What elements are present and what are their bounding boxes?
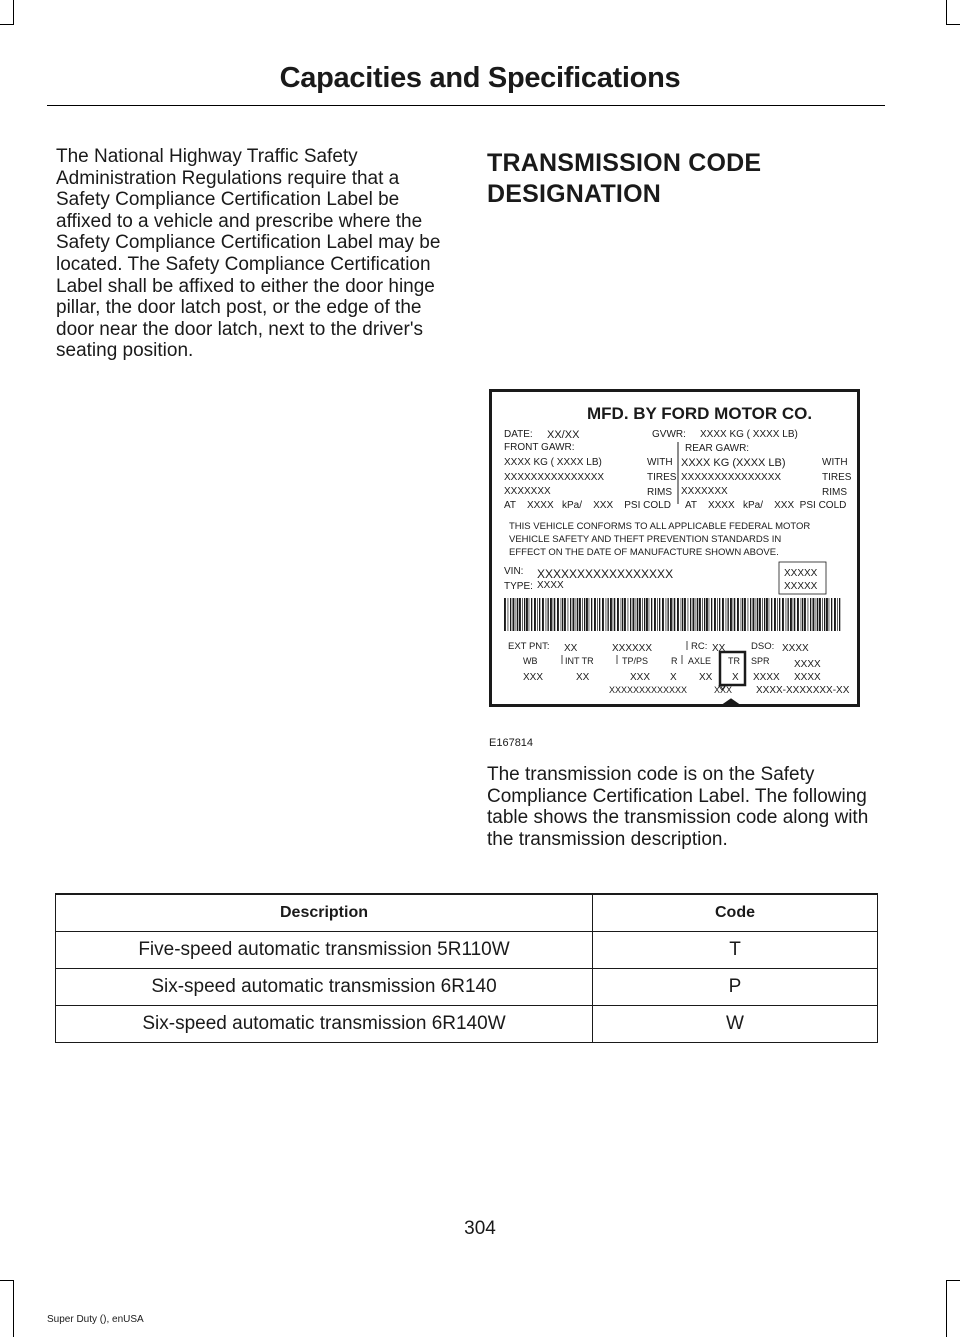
label-front-tire: XXXXXXXXXXXXXXX (504, 472, 605, 483)
barcode-bar (624, 598, 626, 631)
barcode-bar (644, 598, 645, 631)
barcode-bar (717, 598, 718, 631)
barcode-bar (659, 598, 660, 631)
barcode-bar (730, 598, 732, 631)
label-front-gawr: FRONT GAWR: (504, 442, 575, 453)
barcode-bar (562, 598, 563, 631)
label-int-tr: INT TR (565, 656, 594, 666)
label-front-rim: XXXXXXX (504, 486, 551, 497)
barcode-bar (622, 598, 623, 631)
row-description: Five-speed automatic transmission 5R110W (56, 931, 593, 968)
barcode-bar (529, 598, 530, 631)
label-vin-value: XXXXXXXXXXXXXXXXX (537, 567, 674, 581)
barcode-bar (696, 598, 697, 631)
barcode-bar (837, 598, 838, 631)
label-gvwr: GVWR: (652, 429, 686, 440)
barcode-bar (706, 598, 708, 631)
label-dso: DSO: (751, 641, 775, 652)
label-ext-pnt: EXT PNT: (508, 641, 550, 652)
barcode-bar (570, 598, 571, 631)
label-conform-1: THIS VEHICLE CONFORMS TO ALL APPLICABLE FEDERAL MOTOR (509, 521, 811, 532)
barcode-bar (753, 598, 755, 631)
barcode-bar (628, 598, 629, 631)
barcode-bar (764, 598, 765, 631)
barcode-bar (788, 598, 789, 631)
label-bottom-left: XXXXXXXXXXXXX (609, 685, 688, 695)
label-rear-kg: XXXX KG (XXXX LB) (681, 457, 786, 469)
crop-mark (946, 24, 960, 25)
barcode-bar (817, 598, 818, 631)
crop-mark (946, 1280, 960, 1281)
barcode-bar (829, 598, 830, 631)
barcode-bar (757, 598, 758, 631)
label-front-at: AT XXXX kPa/ XXX PSI COLD (504, 500, 671, 511)
barcode-bar (534, 598, 536, 631)
barcode-bar (734, 598, 735, 631)
barcode-bar (579, 598, 581, 631)
barcode-bar (613, 598, 614, 631)
barcode-bar (531, 598, 532, 631)
barcode-bar (522, 598, 523, 631)
barcode-bar (542, 598, 544, 631)
barcode-bar (654, 598, 656, 631)
label-rear-rim: XXXXXXX (681, 486, 728, 497)
label-title: MFD. BY FORD MOTOR CO. (587, 404, 813, 423)
barcode-bar (804, 598, 806, 631)
barcode-bar (557, 598, 559, 631)
barcode-bar (573, 598, 575, 631)
label-box-line1: XXXXX (784, 568, 818, 579)
barcode-bar (742, 598, 743, 631)
header-code: Code (593, 894, 878, 931)
page-title: Capacities and Specifications (279, 62, 681, 94)
barcode-bar (546, 598, 547, 631)
label-rear-at: AT XXXX kPa/ XXX PSI COLD (685, 500, 847, 511)
section-heading-line1: TRANSMISSION CODE (487, 149, 762, 177)
barcode-bar (688, 598, 689, 631)
crop-mark (946, 0, 947, 24)
label-r: R (671, 656, 678, 666)
label-tr-value: X (732, 672, 739, 683)
barcode-bar (608, 598, 609, 631)
barcode-bar (606, 598, 607, 631)
barcode-bar (810, 598, 811, 631)
crop-mark (0, 24, 14, 25)
barcode-bar (779, 598, 780, 631)
barcode-bar (711, 598, 712, 631)
barcode-bar (699, 598, 701, 631)
barcode-bar (831, 598, 832, 631)
barcode-bar (681, 598, 682, 631)
figure-id: E167814 (489, 737, 534, 749)
row-description: Six-speed automatic transmission 6R140 (56, 968, 593, 1005)
barcode-bar (824, 598, 825, 631)
barcode-bar (510, 598, 511, 631)
label-r-value: X (670, 672, 677, 683)
arrow-up-icon (711, 697, 751, 707)
barcode-bar (597, 598, 598, 631)
crop-mark (13, 0, 14, 24)
label-front-kg: XXXX KG ( XXXX LB) (504, 457, 602, 468)
section-heading (487, 148, 887, 210)
label-int-tr-value: XX (576, 672, 590, 683)
barcode-bar (642, 598, 643, 631)
row-code: T (593, 931, 878, 968)
barcode-bar (677, 598, 679, 631)
label-dso-value: XXXX (782, 643, 809, 654)
barcode-bar (801, 598, 802, 631)
barcode-bar (744, 598, 746, 631)
barcode-bar (714, 598, 716, 631)
barcode-bar (636, 598, 637, 631)
label-ext-pnt-value1: XX (564, 643, 578, 654)
barcode-bar (614, 598, 615, 631)
barcode-bar (516, 598, 517, 631)
barcode-bar (646, 598, 648, 631)
barcode-bar (719, 598, 720, 631)
barcode-bar (839, 598, 840, 631)
barcode-bar (610, 598, 612, 631)
label-wb-value: XXX (523, 672, 544, 683)
label-spr-right-value: XXXX (794, 672, 821, 683)
barcode-bar (819, 598, 821, 631)
label-rc: RC: (691, 641, 708, 652)
header-divider (47, 105, 885, 106)
barcode-bar (670, 598, 672, 631)
label-rc-value: XX (712, 643, 726, 654)
barcode-bar (790, 598, 792, 631)
barcode-bar (762, 598, 763, 631)
label-rear-tire: XXXXXXXXXXXXXXX (681, 472, 782, 483)
barcode-bar (726, 598, 727, 631)
barcode (504, 598, 840, 631)
barcode-bar (602, 598, 604, 631)
label-with-front: WITH (647, 457, 673, 468)
barcode-bar (741, 598, 742, 631)
barcode-bar (782, 598, 784, 631)
table-row (56, 968, 878, 1005)
label-spr-value: XXXX (753, 672, 780, 683)
barcode-bar (639, 598, 641, 631)
barcode-bar (508, 598, 509, 631)
barcode-bar (576, 598, 577, 631)
barcode-bar (702, 598, 703, 631)
label-date: DATE: (504, 429, 533, 440)
label-tires-front: TIRES (647, 472, 677, 483)
barcode-bar (690, 598, 691, 631)
section-heading-line2: DESIGNATION (487, 180, 661, 208)
barcode-bar (633, 598, 635, 631)
barcode-bar (539, 598, 540, 631)
barcode-bar (550, 598, 552, 631)
label-axle: AXLE (688, 656, 712, 666)
label-bottom-right: XXXX-XXXXXXX-XX (756, 685, 850, 696)
barcode-bar (517, 598, 518, 631)
table-header-row (56, 894, 878, 931)
barcode-bar (709, 598, 710, 631)
barcode-bar (568, 598, 569, 631)
barcode-bar (766, 598, 768, 631)
label-conform-2: VEHICLE SAFETY AND THEFT PREVENTION STANDARDS IN (509, 534, 782, 545)
barcode-bar (651, 598, 652, 631)
label-type-value: XXXX (537, 580, 564, 591)
barcode-bar (564, 598, 566, 631)
crop-mark (13, 1280, 14, 1337)
barcode-bar (662, 598, 664, 631)
label-wb: WB (523, 656, 538, 666)
label-tires-rear: TIRES (822, 472, 852, 483)
barcode-bar (794, 598, 795, 631)
barcode-bar (834, 598, 836, 631)
barcode-bar (561, 598, 562, 631)
label-tp-ps: TP/PS (622, 656, 649, 666)
barcode-bar (774, 598, 776, 631)
table-row (56, 931, 878, 968)
barcode-bar (649, 598, 650, 631)
barcode-bar (793, 598, 794, 631)
crop-mark (0, 1280, 14, 1281)
row-code: W (593, 1005, 878, 1042)
table-row (56, 1005, 878, 1042)
barcode-bar (797, 598, 799, 631)
barcode-bar (621, 598, 622, 631)
barcode-bar (771, 598, 772, 631)
row-description: Six-speed automatic transmission 6R140W (56, 1005, 593, 1042)
barcode-bar (682, 598, 683, 631)
barcode-bar (759, 598, 761, 631)
barcode-bar (802, 598, 803, 631)
label-tr: TR (728, 656, 740, 666)
barcode-bar (594, 598, 596, 631)
barcode-bar (526, 598, 528, 631)
barcode-bar (728, 598, 729, 631)
barcode-bar (769, 598, 770, 631)
description-paragraph: The transmission code is on the Safety Compliance Certification Label. The following table shows the transmission code along with the transmission description. (487, 764, 869, 850)
label-ext-pnt-value2: XXXXXX (612, 643, 653, 654)
barcode-bar (668, 598, 669, 631)
barcode-bar (733, 598, 734, 631)
footer-text: Super Duty (), enUSA (47, 1314, 144, 1325)
row-code: P (593, 968, 878, 1005)
certification-label-figure (489, 389, 860, 707)
barcode-bar (722, 598, 724, 631)
barcode-bar (537, 598, 538, 631)
barcode-bar (737, 598, 739, 631)
barcode-bar (524, 598, 525, 631)
crop-mark (946, 1280, 947, 1337)
barcode-bar (684, 598, 686, 631)
barcode-bar (693, 598, 695, 631)
barcode-bar (513, 598, 515, 631)
barcode-bar (786, 598, 787, 631)
label-spr-right: XXXX (794, 659, 821, 670)
barcode-bar (589, 598, 590, 631)
barcode-bar (599, 598, 600, 631)
barcode-bar (750, 598, 751, 631)
barcode-bar (554, 598, 555, 631)
label-spr: SPR (751, 656, 770, 666)
header-description: Description (56, 894, 593, 931)
barcode-bar (586, 598, 588, 631)
barcode-bar (808, 598, 809, 631)
label-rims-front: RIMS (647, 487, 672, 498)
transmission-code-table (55, 893, 878, 1043)
barcode-bar (657, 598, 658, 631)
label-with-rear: WITH (822, 457, 848, 468)
barcode-bar (673, 598, 674, 631)
barcode-bar (756, 598, 757, 631)
label-rear-gawr: REAR GAWR: (685, 443, 750, 454)
barcode-bar (816, 598, 817, 631)
barcode-bar (777, 598, 778, 631)
barcode-bar (748, 598, 749, 631)
label-vin: VIN: (504, 566, 524, 577)
label-box-line2: XXXXX (784, 581, 818, 592)
barcode-bar (674, 598, 675, 631)
page-number: 304 (464, 1218, 496, 1239)
barcode-bar (813, 598, 815, 631)
barcode-bar (548, 598, 549, 631)
barcode-bar (617, 598, 619, 631)
barcode-bar (577, 598, 578, 631)
barcode-bar (666, 598, 667, 631)
barcode-bar (630, 598, 631, 631)
barcode-bar (637, 598, 638, 631)
barcode-bar (582, 598, 583, 631)
label-date-value: XX/XX (547, 429, 580, 441)
barcode-bar (584, 598, 585, 631)
barcode-bar (697, 598, 698, 631)
barcode-bar (704, 598, 705, 631)
label-conform-3: EFFECT ON THE DATE OF MANUFACTURE SHOWN ABOVE. (509, 547, 779, 558)
barcode-bar (822, 598, 823, 631)
barcode-bar (553, 598, 554, 631)
barcode-bar (826, 598, 828, 631)
barcode-bar (591, 598, 592, 631)
barcode-bar (504, 598, 506, 631)
intro-paragraph: The National Highway Traffic Safety Administration Regulations require that a Safety Compliance Certification Label be affixed to a vehicle and prescribe where the Safety Compliance Certification Label may be located. The Safety Compliance Certification Label shall be affixed to either the door hinge pillar, the door latch post, or the edge of the door near the door latch, next to the driver's seating position. (56, 146, 441, 362)
label-gvwr-value: XXXX KG ( XXXX LB) (700, 429, 798, 440)
label-bottom-mid: XXX (714, 685, 733, 695)
label-type: TYPE: (504, 581, 533, 592)
label-tp-ps-value: XXX (630, 672, 651, 683)
label-axle-value: XX (699, 672, 713, 683)
label-rims-rear: RIMS (822, 487, 847, 498)
barcode-bar (519, 598, 521, 631)
